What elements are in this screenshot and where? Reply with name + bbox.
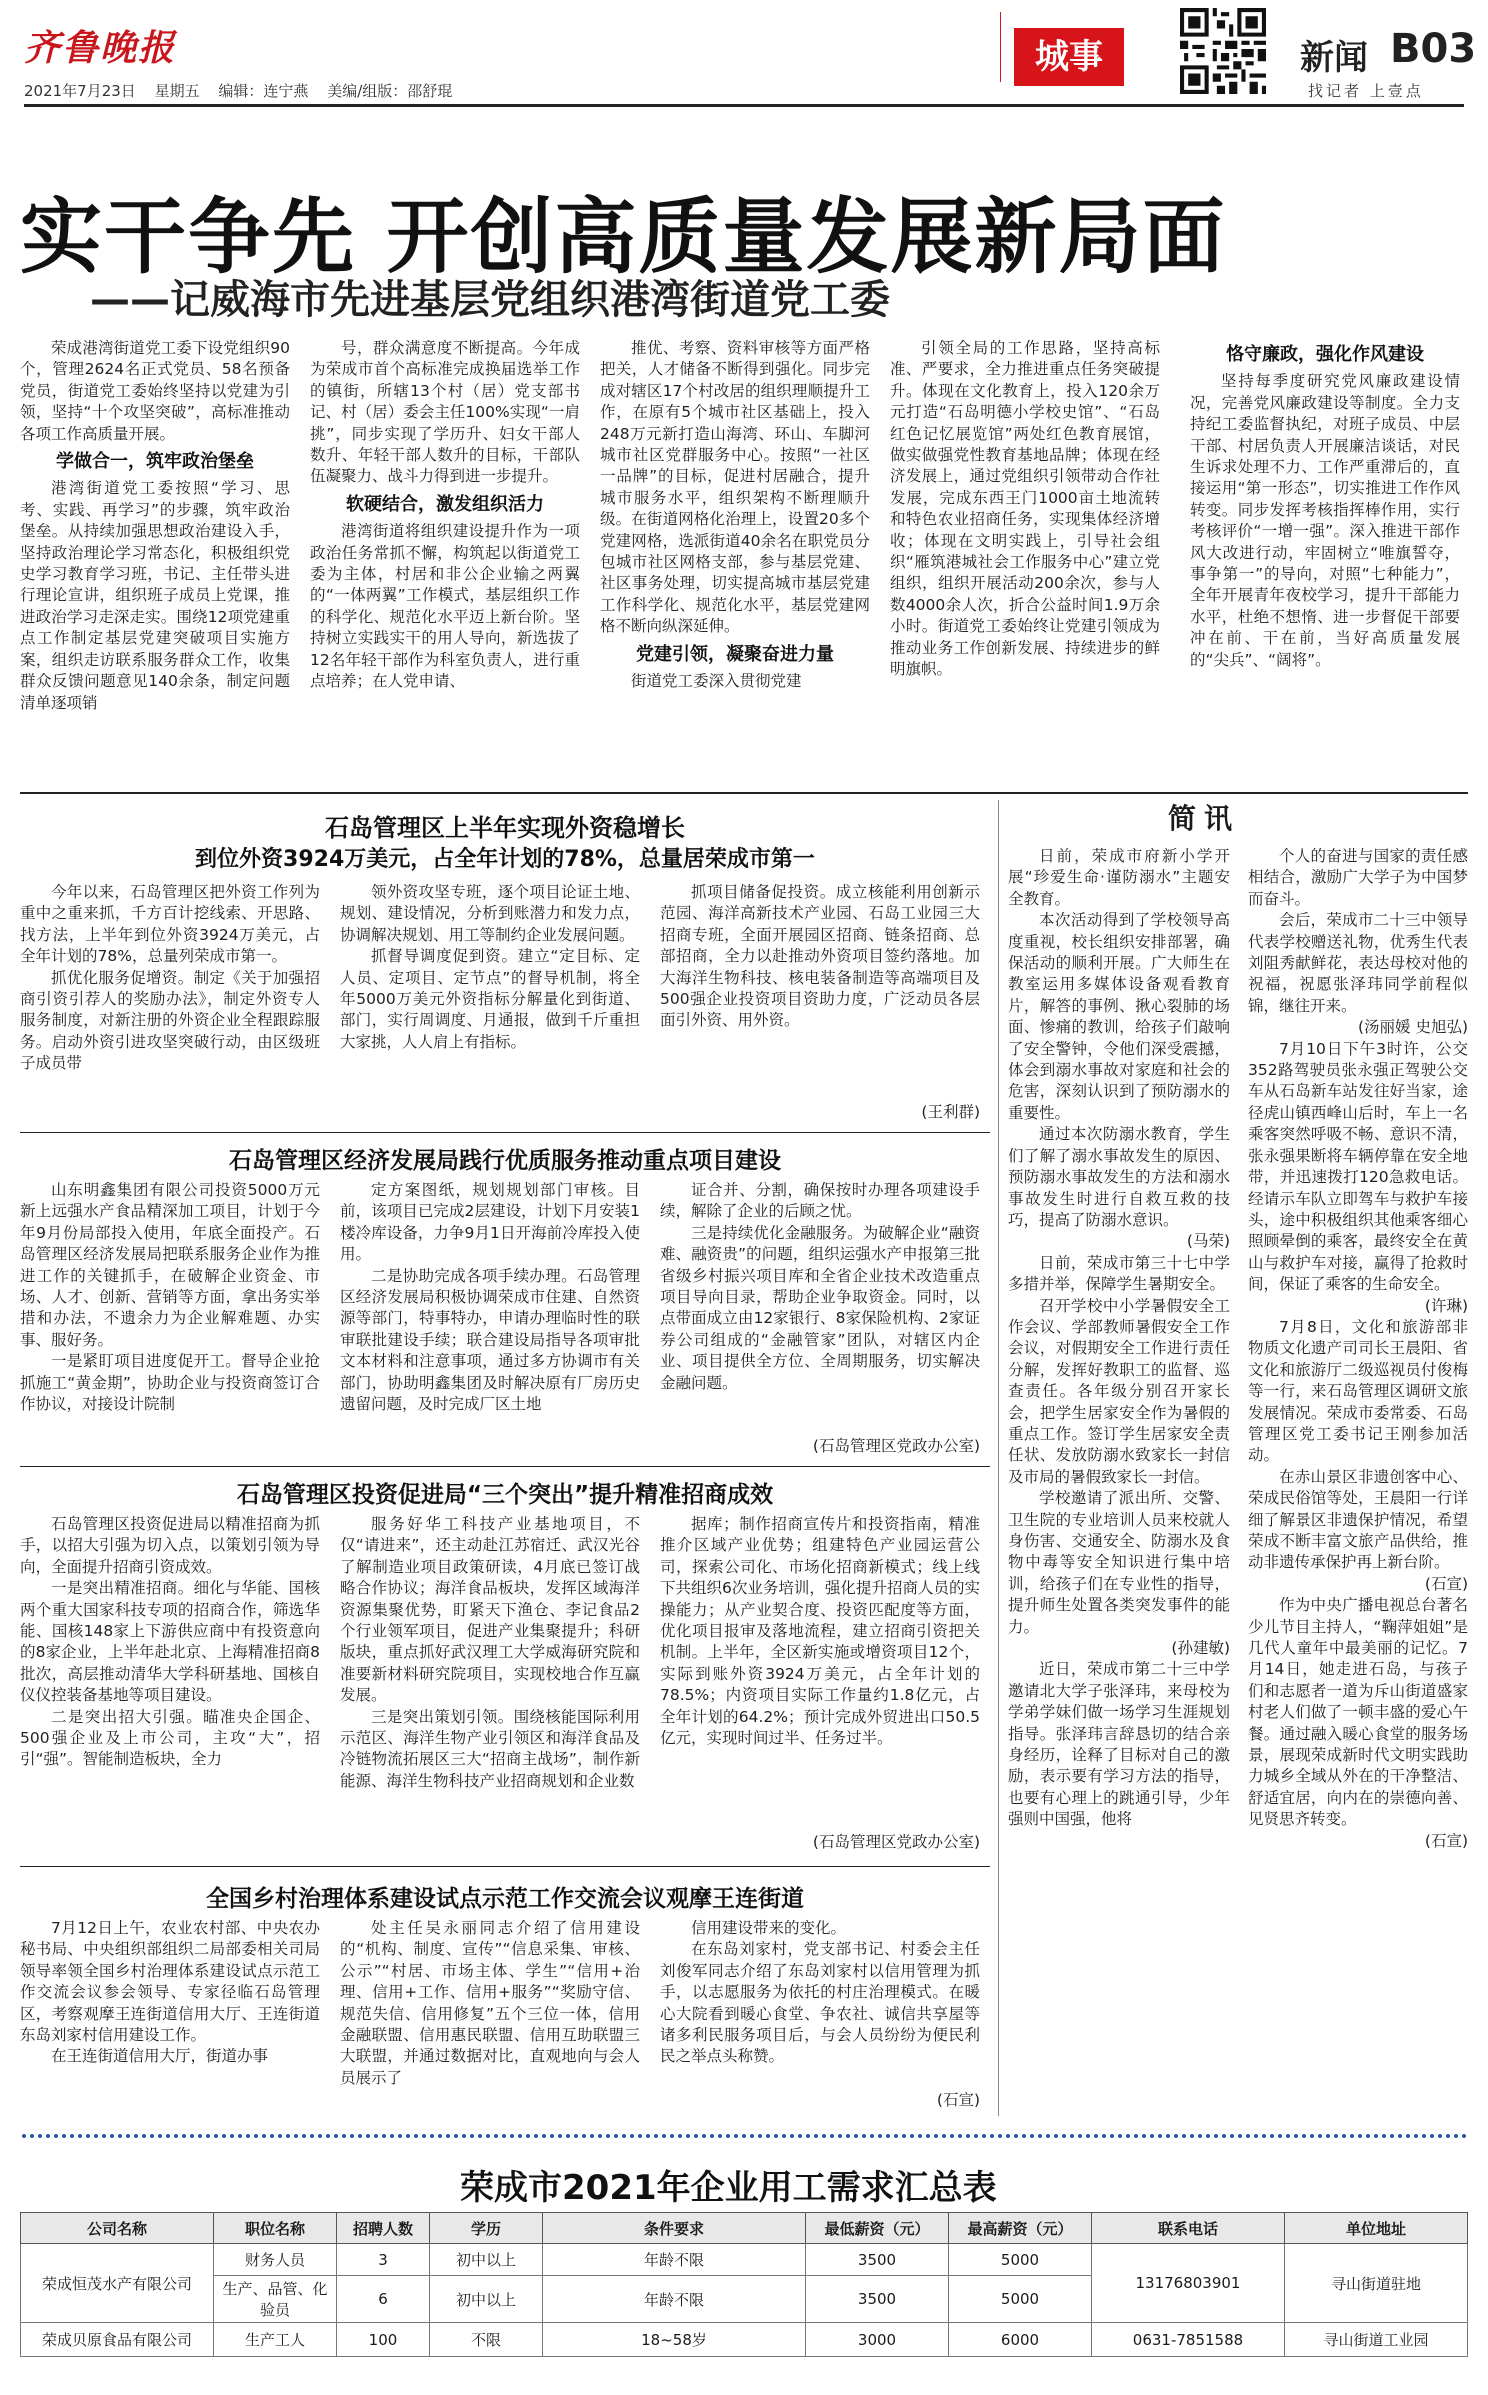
qr-code-icon[interactable]	[1180, 8, 1266, 94]
position: 生产工人	[214, 2323, 337, 2357]
requirements: 年龄不限	[543, 2244, 806, 2276]
masthead-rule	[24, 104, 1464, 107]
education: 初中以上	[430, 2244, 543, 2276]
table-row	[21, 2323, 1468, 2357]
briefs-column-2	[1248, 846, 1468, 2116]
company-name: 荣成恒茂水产有限公司	[21, 2244, 214, 2323]
article3-column-2	[340, 1180, 640, 1460]
max-salary: 6000	[949, 2323, 1092, 2357]
article2-subtitle: 到位外资3924万美元，占全年计划的78%，总量居荣成市第一	[195, 847, 815, 872]
article3-column-1	[20, 1180, 320, 1460]
byline: (汤丽媛 史旭弘)	[1357, 1018, 1468, 1037]
article4-rule	[20, 1866, 990, 1867]
page-number: B03	[1390, 26, 1477, 72]
paragraph: 在东岛刘家村，党支部书记、村委会主任刘俊军同志介绍了东岛刘家村以信用管理为抓手，以志愿服务为依托的村庄治理模式。在暖心大院看到暖心食堂、争农社、诚信共享屋等诸多利民服务项目后，与会人员纷纷为便民利民之举点头称赞。	[660, 1940, 980, 2066]
lead-column-1	[20, 338, 290, 784]
briefs-column-1	[1008, 846, 1230, 2116]
paragraph: 二是协助完成各项手续办理。石岛管理区经济发展局积极协调荣成市住建、自然资源等部门，特事特办，申请办理临时性的联审联批建设手续；联合建设局指导各项审批文本材料和注意事项，通过多方协调市有关部门，协助明鑫集团及时解决原有厂房历史遗留问题，及时完成厂区土地	[340, 1266, 640, 1414]
paragraph: 7月12日上午，农业农村部、中央农办秘书局、中央组织部组织二局部委相关司局领导率领全国乡村治理体系建设试点示范工作交流会议参会领导、专家径临石岛管理区，考察观摩王连街道信用大厅、王连街道东岛刘家村信用建设工作。	[20, 1919, 320, 2045]
paragraph: 证合并、分割，确保按时办理各项建设手续，解除了企业的后顾之忧。	[660, 1181, 980, 1221]
lead-column-5	[1190, 338, 1460, 784]
article3-title: 石岛管理区经济发展局践行优质服务推动重点项目建设	[229, 1148, 781, 1174]
paragraph: 领外资攻坚专班，逐个项目论证土地、规划、建设情况，分析到账潜力和发力点，协调解决规划、用工等制约企业发展问题。	[340, 883, 640, 944]
paragraph: 定方案图纸，规划规划部门审核。目前，该项目已完成2层建设，计划下月安装1楼冷库设备，力争9月1日开海前冷库投入使用。	[340, 1181, 640, 1264]
paragraph: 抓项目储备促投资。成立核能利用创新示范园、海洋高新技术产业园、石岛工业园三大招商专班，全面开展园区招商、链条招商、总部招商，全力以赴推动外资项目签约落地。加大海洋生物科技、核电装备制造等高端项目及500强企业投资项目资助力度，广泛动员各层面引外资、用外资。	[660, 883, 980, 1030]
paragraph: 三是持续优化金融服务。为破解企业“融资难、融资贵”的问题，组织运强水产申报第三批省级乡村振兴项目库和全省企业技术改造重点项目导向目录，帮助企业争取资金。同时，以点带面成立由12家银行、8家保险机构、2家证券公司组成的“金融管家”团队，对辖区内企业、项目提供全方位、全周期服务，切实解决金融问题。	[660, 1223, 980, 1392]
paragraph: 信用建设带来的变化。	[691, 1919, 847, 1937]
jobs-table-header	[21, 2213, 1468, 2244]
byline: (孙建敏)	[1171, 1639, 1230, 1658]
headcount: 3	[337, 2244, 430, 2276]
col-header: 联系电话	[1092, 2213, 1285, 2244]
issue-weekday: 星期五	[154, 82, 200, 100]
headcount: 100	[337, 2323, 430, 2357]
subheading: 恪守廉政，强化作风建设	[1226, 344, 1424, 365]
lead-column-4	[890, 338, 1160, 784]
paragraph: 引领全局的工作思路，坚持高标准、严要求，全力推进重点任务突破提升。体现在文化教育上，投入120余万元打造“石岛明德小学校史馆”、“石岛红色记忆展览馆”两处红色教育展馆，做实做强党性教育基地品牌；体现在经济发展上，通过党组织引领带动合作社发展，完成东西王门1000亩土地流转和特色农业招商任务，实现集体经济增收；体现在文明实践上，引导社会组织“雁筑港城社会工作服务中心”建立党组织，组织开展活动200余次，参与人数4000余人次，折合公益时间1.9万余小时。街道党工委始终让党建引领成为推动业务工作创新发展、持续进步的鲜明旗帜。	[890, 339, 1160, 679]
col-header: 学历	[430, 2213, 543, 2244]
min-salary: 3000	[806, 2323, 949, 2357]
briefs-title: 简讯	[1168, 802, 1241, 835]
byline: (马荣)	[1186, 1232, 1230, 1251]
dotted-separator	[20, 2132, 1468, 2140]
lead-subhead: ——记威海市先进基层党组织港湾街道党工委	[90, 277, 890, 323]
paragraph: 荣成港湾街道党工委下设党组织90个，管理2624名正式党员、58名预备党员，街道党工委始终坚持以党建为引领，坚持“十个攻坚突破”，高标准推动各项工作高质量开展。	[20, 339, 290, 443]
article5-column-1	[20, 1918, 320, 2114]
min-salary: 3500	[806, 2244, 949, 2276]
paragraph: 处主任吴永丽同志介绍了信用建设的“机构、制度、宣传”“信息采集、审核、公示”“村居、市场主体、学生”“信用+治理、信用+工作、信用+服务”“奖励守信、规范失信、信用修复”五个三位一体，信用金融联盟、信用惠民联盟、信用互助联盟三大联盟，并通过数据对比，直观地向与会人员展示了	[340, 1919, 640, 2087]
dateline	[24, 80, 466, 101]
max-salary: 5000	[949, 2276, 1092, 2323]
paragraph: 个人的奋进与国家的责任感相结合，激励广大学子为中国梦而奋斗。	[1248, 847, 1468, 908]
issue-date: 2021年7月23日	[24, 82, 136, 100]
article3-rule	[20, 1466, 990, 1467]
page-category: 新闻	[1300, 38, 1368, 78]
paragraph: 一是突出精准招商。细化与华能、国核两个重大国家科技专项的招商合作，筛选华能、国核148家上下游供应商中有投资意向的8家企业，上半年赴北京、上海精准招商8批次，高层推动清华大学科研基地、国核自仪仪控装备基地等项目建设。	[20, 1579, 320, 1705]
paragraph: 号，群众满意度不断提高。今年成为荣成市首个高标准完成换届选举工作的镇街，所辖13个村（居）党支部书记、村（居）委会主任100%实现“一肩挑”，同步实现了学历升、妇女干部人数升、年轻干部人数升的目标，干部队伍凝聚力、战斗力得到进一步提升。	[310, 339, 580, 486]
requirements: 18~58岁	[543, 2323, 806, 2357]
article5-source: (石宣)	[936, 2091, 980, 2109]
paragraph: 在王连街道信用大厅，街道办事	[51, 2047, 269, 2066]
lead-column-2	[310, 338, 580, 784]
col-header: 最低薪资（元）	[806, 2213, 949, 2244]
article3-column-3	[660, 1180, 980, 1434]
headcount: 6	[337, 2276, 430, 2323]
article2-column-3	[660, 882, 980, 1102]
article2-column-2	[340, 882, 640, 1130]
byline: (许琳)	[1424, 1296, 1468, 1315]
byline: (石宣)	[1424, 1574, 1468, 1593]
newspaper-logo: 齐鲁晚报	[24, 27, 177, 69]
paragraph: 二是突出招大引强。瞄准央企国企、500强企业及上市公司，主攻“大”，招引“强”。智能制造板块，全力	[20, 1707, 320, 1769]
paragraph: 街道党工委深入贯彻党建	[631, 672, 802, 691]
paragraph: 一是紧盯项目进度促开工。督导企业抢抓施工“黄金期”，协助企业与投资商签订合作协议，对接设计院制	[20, 1352, 320, 1414]
paragraph: 在赤山景区非遗创客中心、荣成民俗馆等处，王晨阳一行详细了解景区非遗保护情况，希望荣成不断丰富文旅产品供给，推动非遗传承保护再上新台阶。	[1248, 1467, 1468, 1572]
paragraph: 7月8日，文化和旅游部非物质文化遗产司司长王晨阳、省文化和旅游厅二级巡视员付俊梅等一行，来石岛管理区调研文旅发展情况。荣成市委常委、石岛管理区党工委书记王刚参加活动。	[1248, 1317, 1468, 1465]
education: 不限	[430, 2323, 543, 2357]
lead-column-3	[600, 338, 870, 784]
requirements: 年龄不限	[543, 2276, 806, 2323]
paragraph: 召开学校中小学暑假安全工作会议、学部教师暑假安全工作会议，对假期安全工作进行责任分解，发挥好教职工的监督、巡查责任。各年级分别召开家长会，把学生居家安全作为暑假的重点工作。签订学生居家安全责任状、发放防溺水致家长一封信及市局的暑假致家长一封信。	[1008, 1296, 1230, 1486]
article4-column-2	[340, 1514, 640, 1858]
paragraph: 学校邀请了派出所、交警、卫生院的专业培训人员来校就人身伤害、交通安全、防溺水及食物中毒等安全知识进行集中培训，给孩子们在专业性的指导，提升师生处置各类突发事件的能力。	[1008, 1489, 1230, 1636]
article5-title: 全国乡村治理体系建设试点示范工作交流会议观摩王连街道	[206, 1886, 804, 1912]
col-header: 条件要求	[543, 2213, 806, 2244]
paragraph: 会后，荣成市二十三中领导代表学校赠送礼物，优秀生代表刘阻秀献鲜花，表达母校对他的祝福，祝愿张泽玮同学前程似锦，继往开来。	[1248, 911, 1468, 1015]
subheading: 党建引领，凝聚奋进力量	[636, 643, 834, 665]
position: 财务人员	[214, 2244, 337, 2276]
contact-phone: 13176803901	[1092, 2244, 1285, 2323]
article5-column-2	[340, 1918, 640, 2114]
paragraph: 推优、考察、资料审核等方面严格把关，人才储备不断得到强化。同步完成对辖区17个村改居的组织理顺提升工作，在原有5个城市社区基础上，投入248万元新打造山海湾、环山、车脚河城市社区党群服务中心。按照“一社区一品牌”的目标，促进村居融合，提升城市服务水平，组织架构不断理顺升级。在街道网格化治理上，设置20多个党建网格，选派街道40余名在职党员分包城市社区网格支部，参与基层党建、社区事务处理，切实提高城市基层党建工作科学化、规范化水平，基层党建网格不断向纵深延伸。	[600, 339, 870, 636]
company-address: 寻山街道工业园	[1285, 2323, 1468, 2357]
paragraph: 港湾街道将组织建设提升作为一项政治任务常抓不懈，构筑起以街道党工委为主体，村居和非公企业输之两翼的“一体两翼”工作模式，基层组织工作的科学化、规范化水平迈上新台阶。坚持树立实践实干的用人导向，新选拔了12名年轻干部作为科室负责人，进行重点培养；在人党申请、	[310, 522, 580, 691]
education: 初中以上	[430, 2276, 543, 2323]
byline: (石宣)	[1424, 1831, 1468, 1850]
company-name: 荣成贝原食品有限公司	[21, 2323, 214, 2357]
paragraph: 服务好华工科技产业基地项目，不仅“请进来”，还主动赴江苏宿迁、武汉光谷了解制造业项目政策研读，4月底已签订战略合作协议；海洋食品板块，发挥区域海洋资源集聚优势，盯紧天下渔仓、李记食品2个行业领军项目，促进产业集聚提升；科研版块，重点抓好武汉理工大学威海研究院和准要新材料研究院项目，实现校地合作互赢发展。	[340, 1515, 640, 1705]
paragraph: 今年以来，石岛管理区把外资工作列为重中之重来抓，千方百计挖线索、开思路、找方法，上半年到位外资3924万美元，占全年计划的78%，总量列荣成市第一。	[20, 883, 320, 966]
design-credit: 美编/组版：邵舒琨	[327, 82, 453, 100]
company-address: 寻山街道驻地	[1285, 2244, 1468, 2323]
paragraph: 本次活动得到了学校领导高度重视，校长组织安排部署，确保活动的顺利开展。广大师生在教室运用多媒体设备观看教育片，解答的事例、揪心裂肺的场面、惨痛的教训，给孩子们敲响了安全警钟，令他们深受震撼，体会到溺水事故对家庭和社会的危害，深刻认识到了预防溺水的重要性。	[1008, 911, 1230, 1122]
paragraph: 坚持每季度研究党风廉政建设情况，完善党风廉政建设等制度。全力支持纪工委监督执纪，对班子成员、中层干部、村居负责人开展廉洁谈话，对民生诉求处理不力、工作严重滞后的，直接运用“第一形态”，切实推进工作作风转变。同步发挥考核指挥棒作用，实行考核评价“一增一强”。深入推进干部作风大改进行动，牢固树立“唯旗誓夺，事争第一”的导向，对照“七种能力”，全年开展青年夜校学习，提升干部能力水平，杜绝不想惰、进一步督促干部要冲在前、干在前，当好高质量发展的“尖兵”、“阔将”。	[1190, 372, 1460, 669]
col-header: 招聘人数	[337, 2213, 430, 2244]
article2-title: 石岛管理区上半年实现外资稳增长	[325, 814, 685, 842]
paragraph: 石岛管理区投资促进局以精准招商为抓手，以招大引强为切入点，以策划引领为导向，全面提升招商引资成效。	[20, 1515, 320, 1576]
jobs-table	[20, 2212, 1468, 2357]
table-row	[21, 2244, 1468, 2276]
briefs-divider	[998, 800, 999, 2116]
paragraph: 山东明鑫集团有限公司投资5000万元新上远强水产食品精深加工项目，计划于今年9月份局部投入使用，年底全面投产。石岛管理区经济发展局把联系服务企业作为推进工作的关键抓手，在破解企业资金、市场、人才、创新、营销等方面，拿出务实举措和办法，不遗余力为企业解难题、办实事、服好务。	[20, 1181, 320, 1349]
col-header: 公司名称	[21, 2213, 214, 2244]
article2-rule	[20, 1132, 990, 1133]
article4-column-1	[20, 1514, 320, 1858]
article3-source: (石岛管理区党政办公室)	[812, 1437, 980, 1455]
lead-bottom-rule	[20, 792, 1468, 794]
position: 生产、品管、化验员	[214, 2276, 337, 2323]
paragraph: 抓督导调度促到资。建立“定目标、定人员、定项目、定节点”的督导机制，将全年5000万美元外资指标分解量化到街道、部门，实行周调度、月通报，做到千斤重担大家挑，人人肩上有指标。	[340, 947, 640, 1051]
paragraph: 作为中央广播电视总台著名少儿节目主持人，“鞠萍姐姐”是几代人童年中最美丽的记忆。7月14日，她走进石岛，与孩子们和志愿者一道为斥山街道盛家村老人们做了一顿丰盛的爱心午餐。通过融入暖心食堂的服务场景，展现荣成新时代文明实践助力城乡全域从外在的干净整洁、舒适宜居，向内在的崇德向善、见贤思齐转变。	[1248, 1596, 1468, 1829]
subheading: 软硬结合，激发组织活力	[346, 493, 544, 515]
col-header: 单位地址	[1285, 2213, 1468, 2244]
paragraph: 日前，荣成市府新小学开展“珍爱生命·谨防溺水”主题安全教育。	[1008, 847, 1230, 908]
paragraph: 抓优化服务促增资。制定《关于加强招商引资引荐人的奖励办法》，制定外资专人服务制度，对新注册的外资企业全程跟踪服务。启动外资引进攻坚突破行动，由区级班子成员带	[20, 968, 320, 1073]
paragraph: 三是突出策划引领。围绕核能国际利用示范区、海洋生物产业引领区和海洋食品及冷链物流拓展区三大“招商主战场”，制作新能源、海洋生物科技产业招商规划和企业数	[340, 1707, 640, 1790]
article5-column-3	[660, 1918, 980, 2088]
min-salary: 3500	[806, 2276, 949, 2323]
article4-source: (石岛管理区党政办公室)	[812, 1833, 980, 1851]
article2-column-1	[20, 882, 320, 1130]
paragraph: 据库；制作招商宣传片和投资指南，精准推介区域产业优势；组建特色产业园运营公司，探索公司化、市场化招商新模式；线上线下共组织6次业务培训，强化提升招商人员的实操能力；从产业契合度、投资匹配度等方面，优化项目报审及落地流程，建立招商引资把关机制。上半年，全区新实施或增资项目12个，实际到账外资3924万美元，占全年计划的78.5%；内资项目实际工作量约1.8亿元，占全年计划的64.2%；预计完成外贸进出口50.5亿元，实现时间过半、任务过半。	[660, 1515, 980, 1748]
subheading: 学做合一，筑牢政治堡垒	[56, 451, 254, 473]
paragraph: 港湾街道党工委按照“学习、思考、实践、再学习”的步骤，筑牢政治堡垒。从持续加强思想政治建设入手，坚持政治理论学习常态化，积极组织党史学习教育学习班，书记、主任带头进行理论宣讲，组织班子成员上党课，推进政治学习走深走实。围绕12项党建重点工作制定基层党建突破项目实施方案，组织走访联系服务群众工作，收集群众反馈问题意见140余条，制定问题清单逐项销	[20, 479, 290, 712]
paragraph: 近日，荣成市第二十三中学邀请北大学子张泽玮，来母校为学弟学妹们做一场学习生涯规划指导。张泽玮言辞恳切的结合亲身经历，诠释了目标对自己的激励，表示要有学习方法的指导，也要有心理上的跳通引导，少年强则中国强，他将	[1008, 1660, 1230, 1829]
editor-credit: 编辑：连宁燕	[218, 82, 309, 100]
jobs-table-title: 荣成市2021年企业用工需求汇总表	[460, 2168, 997, 2208]
col-header: 职位名称	[214, 2213, 337, 2244]
reporter-hotline: 找记者 上壹点	[1308, 82, 1424, 100]
section-tag-line	[1000, 12, 1001, 82]
article2-source: (王利群)	[921, 1103, 980, 1121]
paragraph: 日前，荣成市第三十七中学多措并举，保障学生暑期安全。	[1008, 1253, 1230, 1294]
col-header: 最高薪资（元）	[949, 2213, 1092, 2244]
article4-column-3	[660, 1514, 980, 1830]
article4-title: 石岛管理区投资促进局“三个突出”提升精准招商成效	[236, 1482, 774, 1508]
contact-phone: 0631-7851588	[1092, 2323, 1285, 2357]
paragraph: 7月10日下午3时许，公交352路驾驶员张永强正驾驶公交车从石岛新车站发往好当家，途径虎山镇西峰山后时，车上一名乘客突然呼吸不畅、意识不清，张永强果断将车辆停靠在安全地带，并迅速拨打120急救电话。经请示车队立即驾车与救护车接头，途中积极组织其他乘客细心照顾晕倒的乘客，最终安全在黄山与救护车对接，赢得了抢救时间，保证了乘客的生命安全。	[1248, 1039, 1468, 1294]
paragraph: 通过本次防溺水教育，学生们了解了溺水事故发生的原因、预防溺水事故发生的方法和溺水事故发生时进行自救互救的技巧，提高了防溺水意识。	[1008, 1125, 1230, 1229]
max-salary: 5000	[949, 2244, 1092, 2276]
lead-headline: 实干争先 开创高质量发展新局面	[20, 190, 1227, 285]
section-tag: 城事	[1014, 28, 1124, 86]
